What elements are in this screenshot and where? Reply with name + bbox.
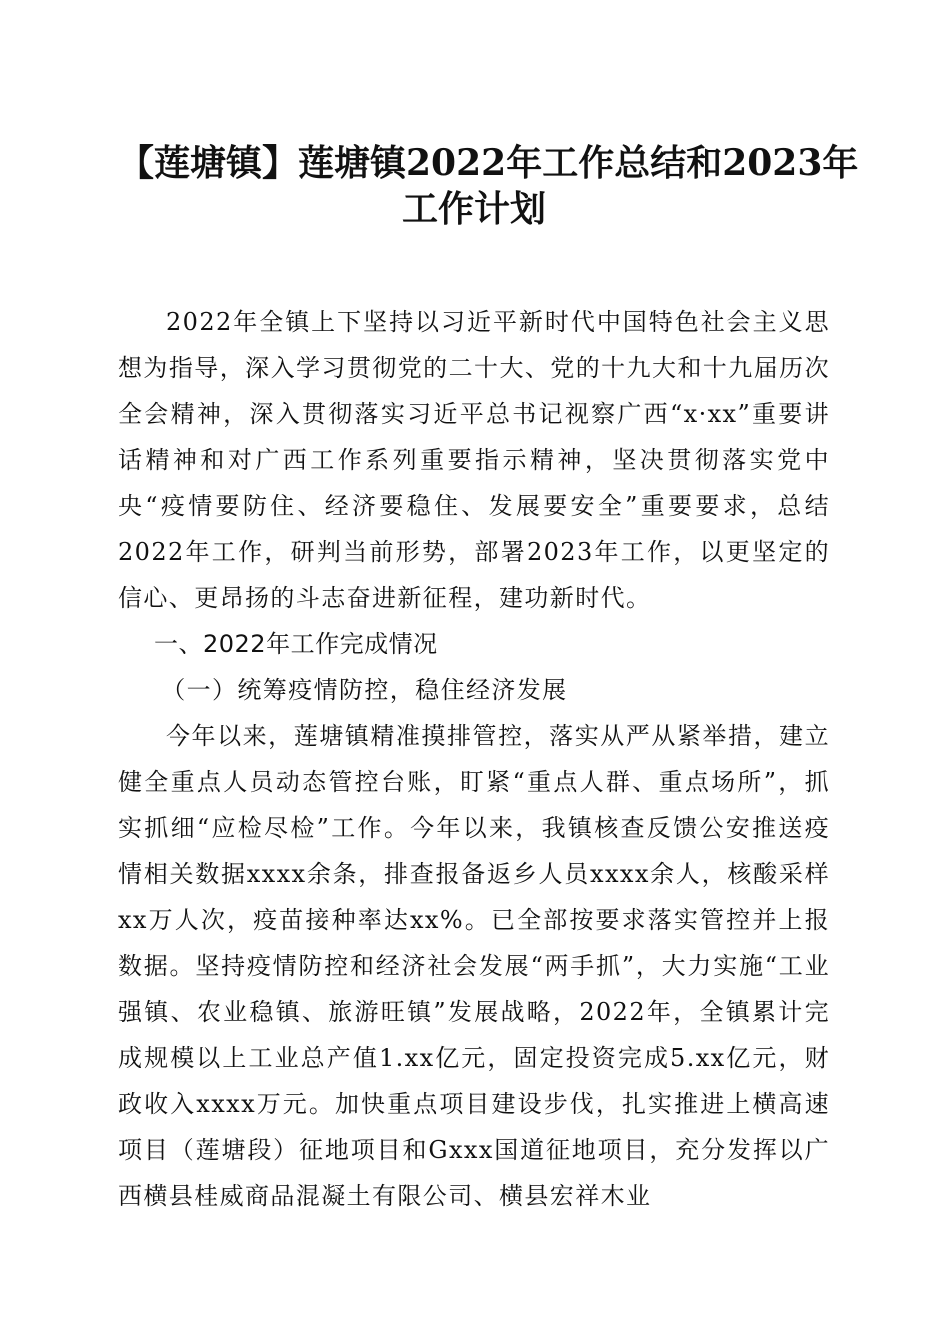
section-heading-1: 一、2022年工作完成情况	[154, 630, 438, 658]
subsection-1-paragraph: 今年以来，莲塘镇精准摸排管控，落实从严从紧举措，建立健全重点人员动态管控台账，盯紧“重点人群、重点场所”，抓实抓细“应检尽检”工作。今年以来，我镇核查反馈公安推送疫情相关数据xxxx余条，排查报备返乡人员xxxx余人，核酸采样xx万人次，疫苗接种率达xx%。已全部按要求落实管控并上报数据。坚持疫情防控和经济社会发展“两手抓”，大力实施“工业强镇、农业稳镇、旅游旺镇”发展战略，2022年，全镇累计完成规模以上工业总产值1.xx亿元，固定投资完成5.xx亿元，财政收入xxxx万元。加快重点项目建设步伐，扎实推进上横高速项目（莲塘段）征地项目和Gxxx国道征地项目，充分发挥以广西横县桂威商品混凝土有限公司、横县宏祥木业	[118, 722, 830, 1210]
document-title	[118, 140, 859, 232]
title-line-1: 【莲塘镇】莲塘镇2022年工作总结和2023年	[118, 142, 859, 184]
document-page	[118, 140, 859, 1219]
intro-paragraph: 2022年全镇上下坚持以习近平新时代中国特色社会主义思想为指导，深入学习贯彻党的二十大、党的十九大和十九届历次全会精神，深入贯彻落实习近平总书记视察广西“x·xx”重要讲话精神和对广西工作系列重要指示精神，坚决贯彻落实党中央“疫情要防住、经济要稳住、发展要安全”重要要求，总结2022年工作，研判当前形势，部署2023年工作，以更坚定的信心、更昂扬的斗志奋进新征程，建功新时代。	[118, 308, 830, 612]
subsection-heading-1: （一）统筹疫情防控，稳住经济发展	[161, 676, 568, 704]
document-body	[118, 299, 830, 1219]
title-line-2: 工作计划	[401, 188, 546, 230]
